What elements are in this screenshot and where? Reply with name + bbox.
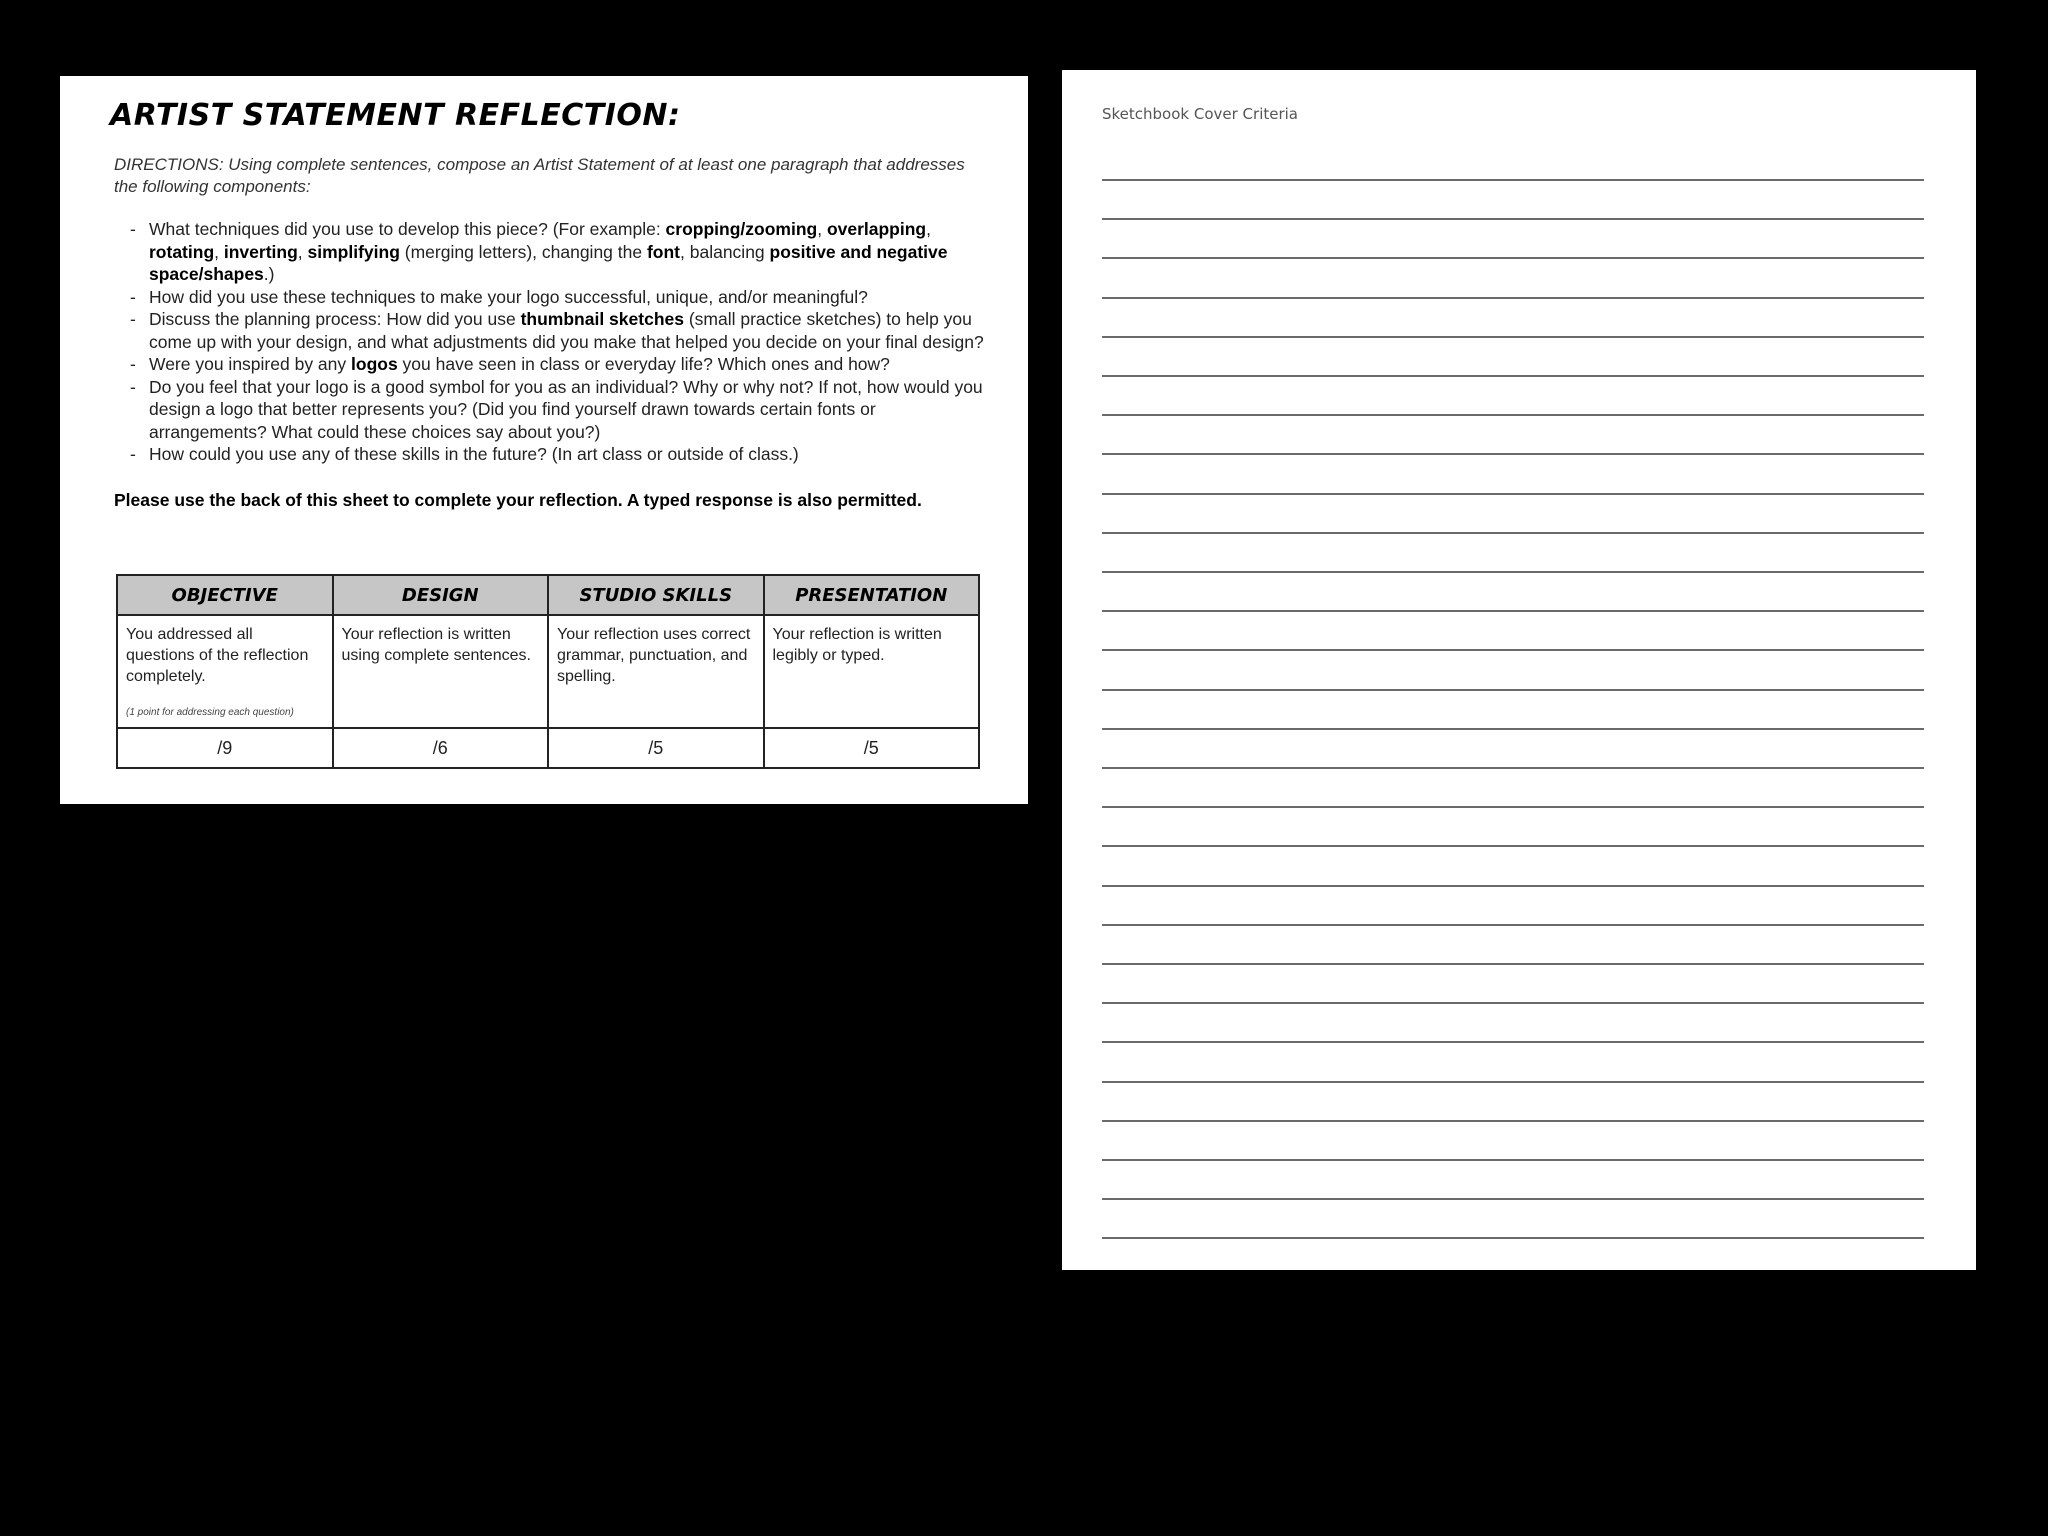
writing-line: [1102, 610, 1924, 612]
writing-line: [1102, 453, 1924, 455]
writing-line: [1102, 414, 1924, 416]
rubric-score: /5: [764, 728, 980, 768]
rubric-header-objective: OBJECTIVE: [117, 575, 333, 615]
rubric-score: /5: [548, 728, 764, 768]
lined-page: [1062, 70, 1976, 1270]
rubric-cell-design: [333, 615, 549, 728]
rubric-cell-studio-skills: [548, 615, 764, 728]
bullet-dash: -: [130, 309, 136, 329]
rubric-score-row: [117, 728, 979, 768]
writing-line: [1102, 806, 1924, 808]
writing-line: [1102, 924, 1924, 926]
rubric-table: [116, 574, 980, 769]
writing-line: [1102, 179, 1924, 181]
worksheet-title: ARTIST STATEMENT REFLECTION:: [110, 98, 681, 133]
question-item: - Discuss the planning process: How did you use thumbnail sketches (small practice sketches) to help you come up with your design, and what adjustments did you make that helped you decide on your final design?: [130, 309, 984, 352]
worksheet-page: [60, 76, 1028, 804]
writing-line: [1102, 1002, 1924, 1004]
bullet-dash: -: [130, 444, 136, 464]
writing-line: [1102, 1159, 1924, 1161]
question-list: [114, 218, 984, 466]
writing-line: [1102, 1198, 1924, 1200]
rubric-description: Your reflection is written legibly or typed.: [772, 626, 942, 664]
instruction-note: Please use the back of this sheet to complete your reflection. A typed response is also permitted.: [114, 490, 922, 510]
rubric-header-studio-skills: STUDIO SKILLS: [548, 575, 764, 615]
writing-line: [1102, 493, 1924, 495]
rubric-score: /9: [117, 728, 333, 768]
bullet-dash: -: [130, 219, 136, 239]
writing-line: [1102, 689, 1924, 691]
directions-text: DIRECTIONS: Using complete sentences, compose an Artist Statement of at least one paragraph that addresses the following components:: [114, 155, 965, 196]
question-item: - Do you feel that your logo is a good symbol for you as an individual? Why or why not? If not, how would you design a logo that better represents you? (Did you find yourself drawn towards certain fonts or arrangements? What could these choices say about you?): [130, 376, 983, 442]
question-item: - What techniques did you use to develop this piece? (For example: cropping/zooming, overlapping, rotating, inverting, simplifying (merging letters), changing the font, balancing positive and negative space/shapes.): [130, 219, 948, 284]
writing-line: [1102, 218, 1924, 220]
writing-line: [1102, 1120, 1924, 1122]
question-item: - How did you use these techniques to make your logo successful, unique, and/or meaningful?: [130, 286, 868, 307]
writing-line: [1102, 845, 1924, 847]
writing-line: [1102, 336, 1924, 338]
rubric-description-row: [117, 615, 979, 728]
writing-line: [1102, 532, 1924, 534]
rubric-header-row: [117, 575, 979, 615]
question-item: - How could you use any of these skills in the future? (In art class or outside of class.): [130, 444, 799, 464]
writing-line: [1102, 885, 1924, 887]
writing-line: [1102, 571, 1924, 573]
writing-line: [1102, 728, 1924, 730]
writing-line: [1102, 963, 1924, 965]
rubric-cell-presentation: [764, 615, 980, 728]
writing-line: [1102, 1237, 1924, 1239]
rubric-description: Your reflection is written using complete sentences.: [341, 626, 531, 664]
writing-line: [1102, 649, 1924, 651]
rubric-description: You addressed all questions of the reflection completely.: [126, 626, 309, 685]
writing-line: [1102, 297, 1924, 299]
bullet-dash: -: [130, 286, 136, 307]
rubric-footnote: (1 point for addressing each question): [126, 707, 294, 718]
bullet-dash: -: [130, 354, 136, 374]
rubric-header-design: DESIGN: [333, 575, 549, 615]
lined-page-title: Sketchbook Cover Criteria: [1102, 105, 1299, 123]
writing-line: [1102, 1081, 1924, 1083]
rubric-description: Your reflection uses correct grammar, punctuation, and spelling.: [557, 626, 751, 685]
writing-line: [1102, 1041, 1924, 1043]
rubric-cell-objective: [117, 615, 333, 728]
writing-line: [1102, 767, 1924, 769]
rubric-header-presentation: PRESENTATION: [764, 575, 980, 615]
writing-line: [1102, 257, 1924, 259]
question-item: - Were you inspired by any logos you have seen in class or everyday life? Which ones and how?: [130, 354, 890, 374]
bullet-dash: -: [130, 376, 136, 397]
rubric-score: /6: [333, 728, 549, 768]
writing-line: [1102, 375, 1924, 377]
